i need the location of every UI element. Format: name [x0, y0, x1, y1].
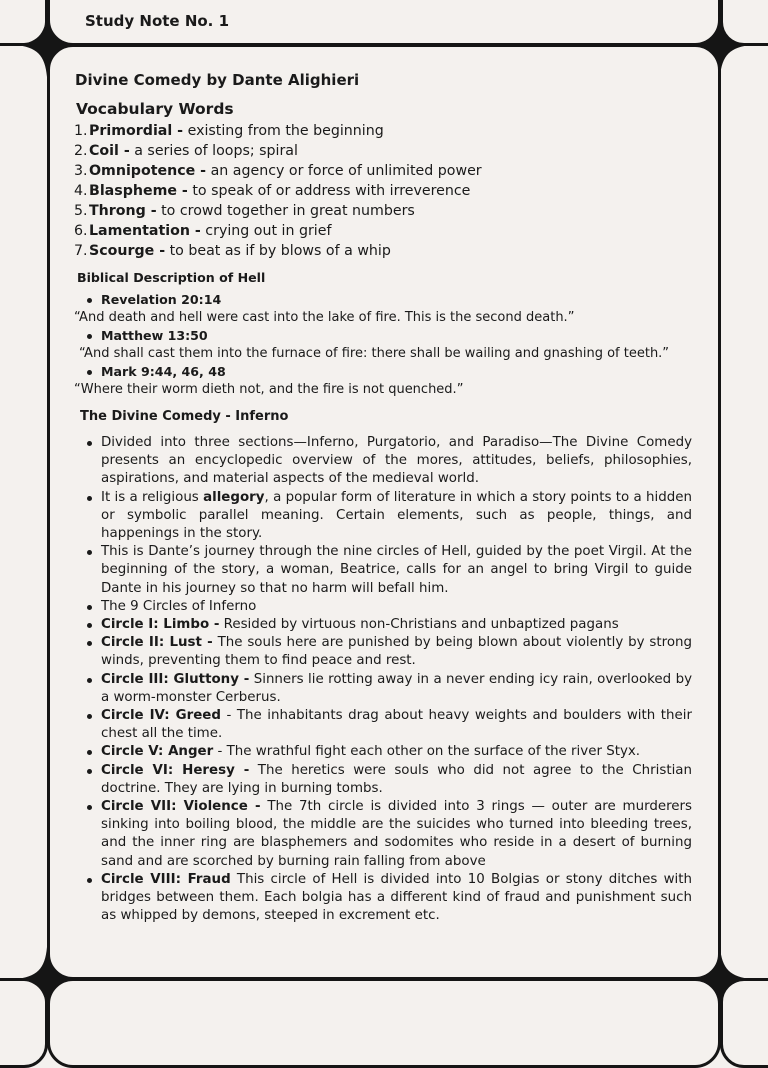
vocabulary-item	[74, 181, 692, 201]
bullet-text: Sinners lie rotting away in a never ending icy rain, overlooked by a worm-monster Cerberus.	[101, 671, 692, 705]
bullet-bold-label: Circle III: Gluttony -	[101, 671, 250, 687]
vocabulary-definition: an agency or force of unlimited power	[206, 163, 482, 179]
four-point-star-icon	[15, 947, 79, 1011]
bullet-bold-label: Circle VIII: Fraud	[101, 871, 231, 887]
vocabulary-item	[74, 121, 692, 141]
vocabulary-number: 1.	[74, 123, 88, 139]
bullet-text: , a popular form of literature in which a story points to a hidden or symbolic parallel meaning. Certain elements, such as people, things, and happenings in the story.	[101, 489, 692, 542]
scripture-reference: Revelation 20:14	[74, 291, 692, 309]
bullet-bold-label: Circle V: Anger	[101, 744, 214, 760]
vocabulary-item	[74, 201, 692, 221]
bullet-bold-label: Circle VI: Heresy -	[101, 762, 250, 778]
bullet-bold-label: allegory	[203, 489, 265, 505]
vocabulary-term: Primordial -	[89, 123, 184, 139]
bullet-text: This is Dante’s journey through the nine circles of Hell, guided by the poet Virgil. At the beginning of the story, a woman, Beatrice, calls for an angel to bring Virgil to guide Dante in his journey so that no harm will befall him.	[101, 544, 692, 596]
bullet-text: Resided by virtuous non-Christians and unbaptized pagans	[219, 617, 619, 633]
four-point-star-icon	[688, 13, 752, 77]
vocabulary-term: Coil -	[89, 143, 130, 159]
inferno-bullet-list	[74, 434, 692, 925]
vocabulary-term: Lamentation -	[89, 223, 201, 239]
vocabulary-definition: a series of loops; spiral	[129, 143, 298, 159]
inferno-bullet	[74, 634, 692, 670]
vocabulary-term: Scourge -	[89, 243, 166, 259]
inferno-heading: The Divine Comedy - Inferno	[80, 409, 289, 424]
biblical-references	[74, 291, 692, 399]
vocabulary-item	[74, 241, 692, 261]
bullet-text: - The wrathful fight each other on the surface of the river Styx.	[213, 744, 641, 760]
inferno-bullet	[74, 871, 692, 926]
vocabulary-item	[74, 161, 692, 181]
vocabulary-item	[74, 141, 692, 161]
scripture-reference: Mark 9:44, 46, 48	[74, 363, 692, 381]
inferno-bullet	[74, 743, 692, 761]
vocabulary-term: Throng -	[89, 203, 157, 219]
document-title: Divine Comedy by Dante Alighieri	[75, 71, 360, 89]
vocabulary-definition: to crowd together in great numbers	[156, 203, 415, 219]
bullet-text-lead: It is a religious	[101, 489, 204, 505]
inferno-bullet	[74, 707, 692, 743]
bullet-text: The 9 Circles of Inferno	[101, 598, 257, 614]
biblical-heading: Biblical Description of Hell	[77, 270, 266, 285]
four-point-star-icon	[15, 13, 79, 77]
inferno-bullet	[74, 434, 692, 489]
vocabulary-definition: to beat as if by blows of a whip	[165, 243, 391, 259]
vocabulary-number: 2.	[74, 143, 88, 159]
vocabulary-list	[74, 121, 692, 261]
vocabulary-number: 4.	[74, 183, 88, 199]
note-content	[74, 68, 692, 925]
bullet-text: - The inhabitants drag about heavy weights and boulders with their chest all the time.	[101, 708, 692, 742]
vocabulary-number: 6.	[74, 223, 88, 239]
vocabulary-number: 3.	[74, 163, 88, 179]
vocabulary-definition: to speak of or address with irreverence	[187, 183, 471, 199]
vocabulary-heading: Vocabulary Words	[76, 100, 234, 118]
inferno-bullet	[74, 598, 692, 616]
scripture-quote: “Where their worm dieth not, and the fire is not quenched.”	[74, 382, 464, 397]
vocabulary-term: Blaspheme -	[89, 183, 188, 199]
bullet-text: The heretics were souls who did not agree to the Christian doctrine. They are lying in burning tombs.	[101, 762, 692, 796]
vocabulary-number: 7.	[74, 243, 88, 259]
scripture-quote: “And death and hell were cast into the lake of fire. This is the second death.”	[74, 310, 575, 325]
vocabulary-number: 5.	[74, 203, 88, 219]
scripture-quote: “And shall cast them into the furnace of fire: there shall be wailing and gnashing of teeth.”	[79, 346, 670, 361]
tab-title: Study Note No. 1	[85, 12, 230, 30]
inferno-bullet	[74, 671, 692, 707]
bullet-text: Divided into three sections—Inferno, Purgatorio, and Paradiso—The Divine Comedy presents an encyclopedic overview of the mores, attitudes, beliefs, philosophies, aspirations, and material aspects of the medieval world.	[101, 435, 692, 487]
bullet-bold-label: Circle I: Limbo -	[101, 617, 220, 633]
bullet-bold-label: Circle VII: Violence -	[101, 799, 261, 815]
bullet-text: The souls here are punished by being blown about violently by strong winds, preventing them to find peace and rest.	[101, 635, 692, 669]
inferno-bullet	[74, 616, 692, 634]
bullet-bold-label: Circle IV: Greed	[101, 708, 221, 724]
bullet-bold-label: Circle II: Lust -	[101, 635, 213, 651]
bullet-text: This circle of Hell is divided into 10 Bolgias or stony ditches with bridges between them. Each bolgia has a different kind of fraud and punishment such as whipped by demons, steeped in excrement etc.	[101, 871, 692, 924]
inferno-bullet	[74, 762, 692, 798]
inferno-bullet	[74, 543, 692, 598]
vocabulary-definition: existing from the beginning	[183, 123, 384, 139]
vocabulary-term: Omnipotence -	[89, 163, 207, 179]
bullet-text: The 7th circle is divided into 3 rings — outer are murderers sinking into boiling blood, the middle are the suicides who turned into bleeding trees, and the inner ring are blasphemers and sodomites who reside in a desert of burning sand and are scorched by burning rain falling from above	[101, 799, 693, 869]
vocabulary-definition: crying out in grief	[200, 223, 332, 239]
inferno-bullet	[74, 489, 692, 544]
inferno-bullet	[74, 798, 692, 871]
scripture-reference: Matthew 13:50	[74, 327, 692, 345]
vocabulary-item	[74, 221, 692, 241]
footer-panel	[47, 978, 721, 1068]
four-point-star-icon	[688, 947, 752, 1011]
